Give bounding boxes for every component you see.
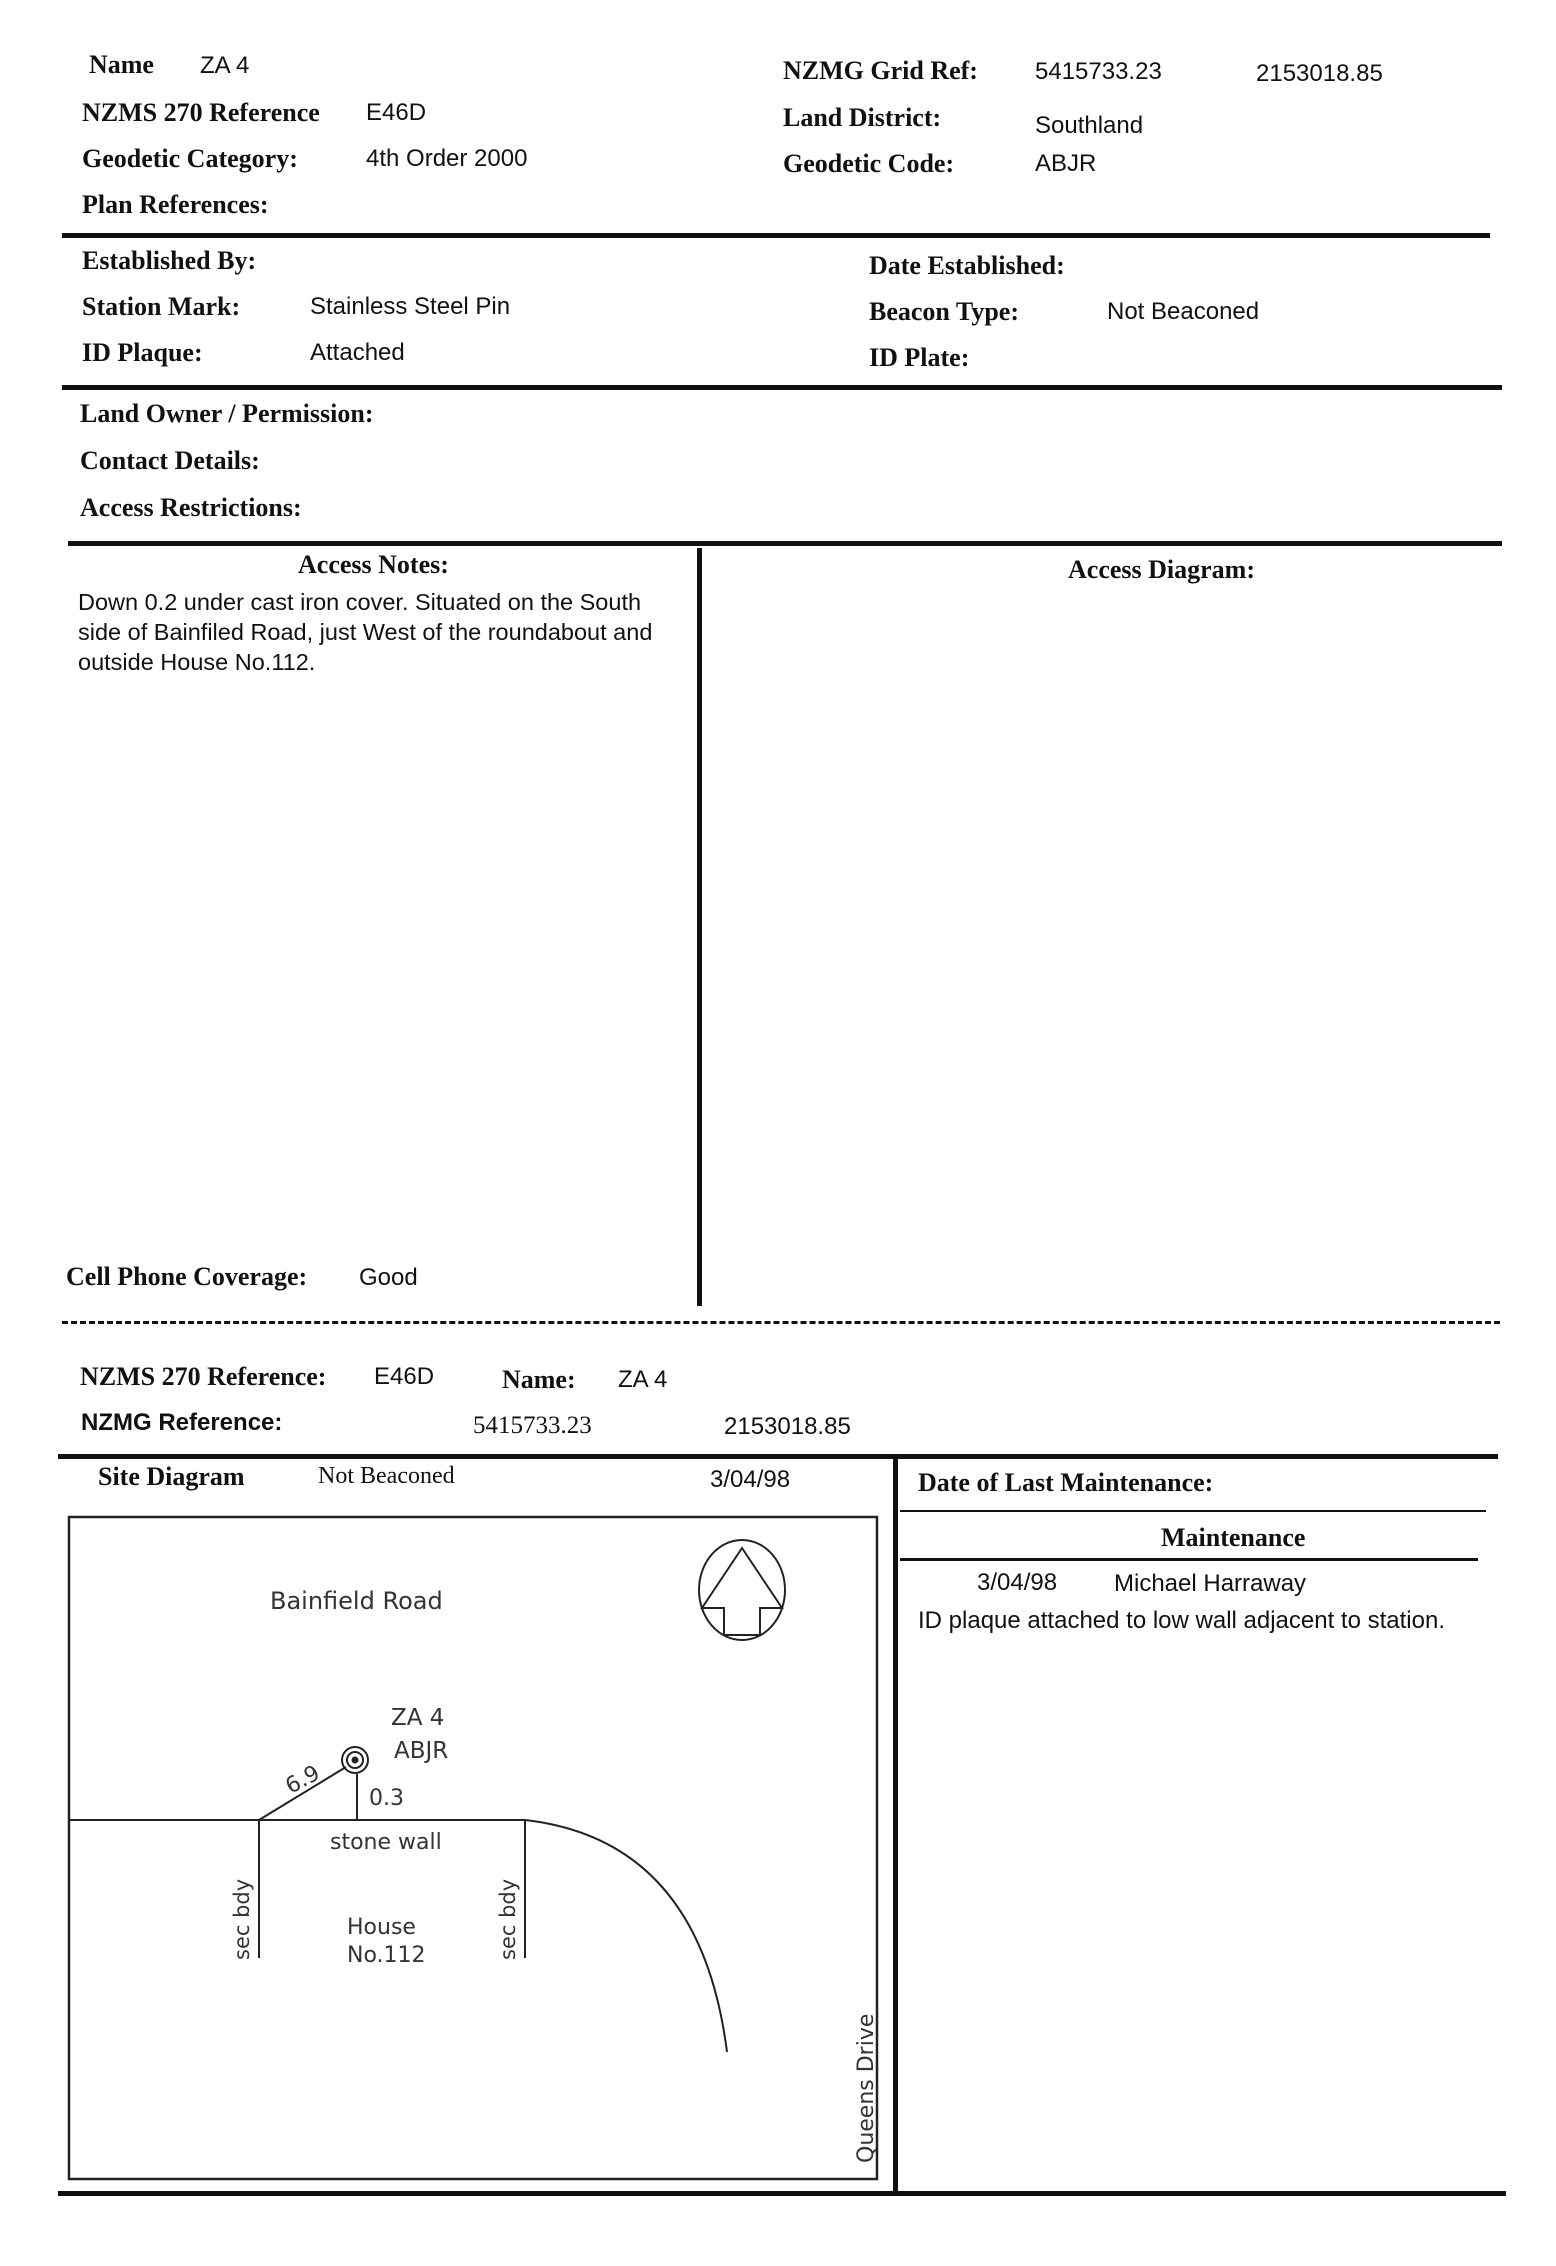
maintenance-date: 3/04/98 — [977, 1569, 1058, 1596]
land-owner-label: Land Owner / Permission: — [80, 399, 374, 428]
beacon-type-value: Not Beaconed — [1107, 298, 1260, 325]
north-arrow-icon — [699, 1540, 785, 1640]
queens-drive-label: Queens Drive — [854, 2013, 879, 2163]
house-label-line1: House — [347, 1915, 416, 1940]
maintenance-rule-2 — [900, 1558, 1478, 1561]
lower-nzmg-east: 2153018.85 — [724, 1413, 851, 1440]
bottom-rule — [58, 2191, 1506, 2196]
access-diagram-title: Access Diagram: — [1068, 555, 1255, 584]
access-notes-text: Down 0.2 under cast iron cover. Situated on the South side of Bainfiled Road, just West of the roundabout and outside House No.112. — [78, 589, 653, 675]
lower-nzms-value: E46D — [374, 1363, 435, 1390]
road-curve — [525, 1820, 727, 2052]
maintenance-person: Michael Harraway — [1114, 1570, 1307, 1597]
name-value: ZA 4 — [200, 52, 250, 79]
offset-distance: 0.3 — [369, 1786, 404, 1811]
name-label: Name — [89, 50, 154, 79]
site-diagram-frame — [69, 1517, 877, 2179]
geodetic-code-value: ABJR — [1035, 150, 1097, 177]
beacon-type-label: Beacon Type: — [869, 297, 1019, 326]
geodetic-code-label: Geodetic Code: — [783, 149, 955, 178]
nzms-reference-value: E46D — [366, 99, 427, 126]
id-plate-label: ID Plate: — [869, 343, 970, 372]
grid-ref-label: NZMG Grid Ref: — [783, 56, 978, 85]
maintenance-title: Maintenance — [1161, 1523, 1306, 1552]
road-label: Bainfield Road — [270, 1587, 443, 1615]
id-plaque-value: Attached — [310, 339, 405, 366]
right-sec-bdy-label: sec bdy — [496, 1878, 520, 1960]
grid-ref-east: 2153018.85 — [1256, 60, 1383, 87]
lower-nzmg-label: NZMG Reference: — [81, 1409, 283, 1436]
site-diagram-date: 3/04/98 — [710, 1466, 791, 1493]
contact-details-label: Contact Details: — [80, 446, 260, 475]
house-label-line2: No.112 — [347, 1943, 426, 1968]
lower-nzms-label: NZMS 270 Reference: — [80, 1362, 327, 1391]
cell-coverage-label: Cell Phone Coverage: — [66, 1262, 308, 1291]
last-maintenance-label: Date of Last Maintenance: — [918, 1468, 1214, 1497]
plan-references-label: Plan References: — [82, 190, 269, 219]
nzms-reference-label: NZMS 270 Reference — [82, 98, 320, 127]
maintenance-rule-1 — [900, 1510, 1486, 1512]
land-district-value: Southland — [1035, 112, 1144, 139]
station-mark-value: Stainless Steel Pin — [310, 293, 511, 320]
station-code-label: ABJR — [394, 1738, 449, 1764]
stone-wall-label: stone wall — [330, 1830, 442, 1855]
grid-ref-north: 5415733.23 — [1035, 58, 1162, 85]
station-name-label: ZA 4 — [391, 1705, 445, 1731]
station-mark-icon — [342, 1747, 368, 1773]
established-by-label: Established By: — [82, 246, 257, 275]
date-established-label: Date Established: — [869, 251, 1065, 280]
left-sec-bdy-label: sec bdy — [230, 1878, 254, 1960]
station-mark-label: Station Mark: — [82, 292, 241, 321]
lower-nzmg-north: 5415733.23 — [473, 1412, 592, 1439]
cell-coverage-value: Good — [359, 1264, 418, 1291]
site-diagram-title: Site Diagram — [98, 1462, 245, 1491]
geodetic-category-label: Geodetic Category: — [82, 144, 298, 173]
maintenance-note: ID plaque attached to low wall adjacent to station. — [918, 1607, 1445, 1634]
maintenance-column-divider — [893, 1459, 898, 2191]
site-beacon-value: Not Beaconed — [318, 1463, 455, 1489]
access-restrictions-label: Access Restrictions: — [80, 493, 302, 522]
id-plaque-label: ID Plaque: — [82, 338, 203, 367]
access-notes-title: Access Notes: — [298, 550, 449, 579]
land-district-label: Land District: — [783, 103, 942, 132]
diagonal-distance: 6.9 — [281, 1760, 325, 1800]
lower-name-label: Name: — [502, 1365, 576, 1394]
geodetic-category-value: 4th Order 2000 — [366, 145, 528, 172]
lower-name-value: ZA 4 — [618, 1366, 668, 1393]
